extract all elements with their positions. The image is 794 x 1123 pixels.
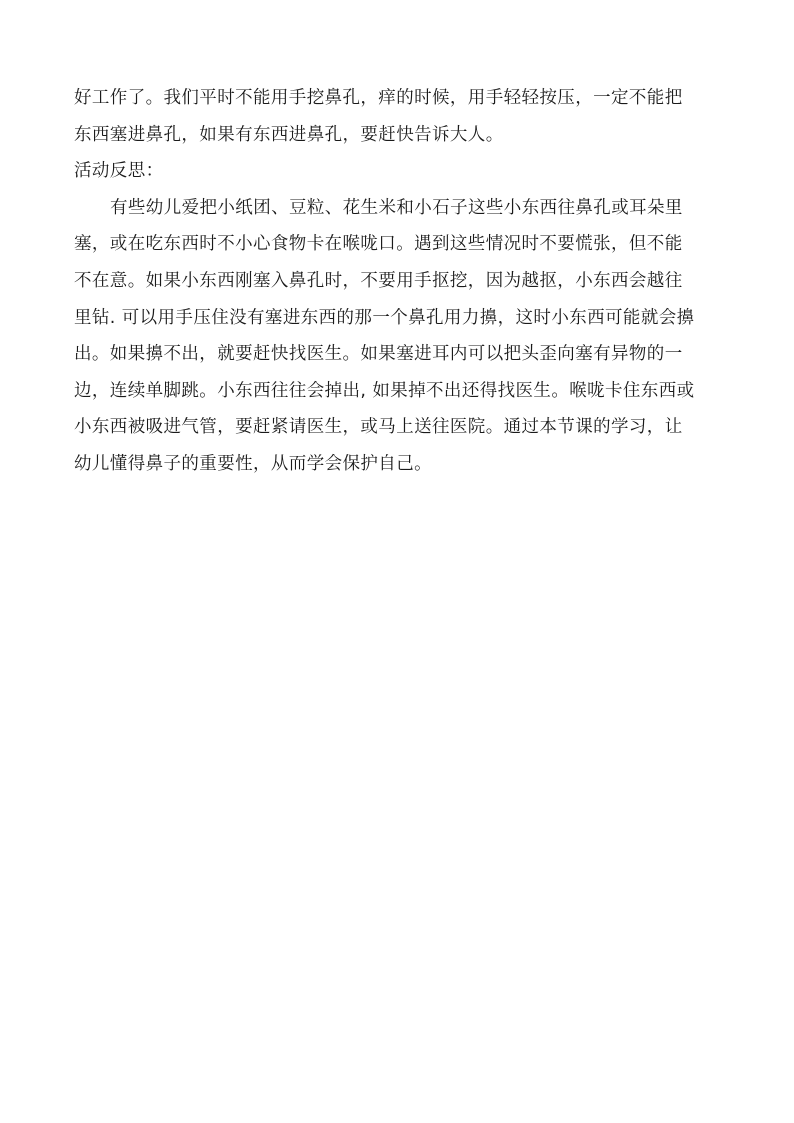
reflection-line: 塞，或在吃东西时不小心食物卡在喉咙口。遇到这些情况时不要慌张，但不能 [74,234,683,255]
reflection-line: 出。如果擤不出，就要赶快找医生。如果塞进耳内可以把头歪向塞有异物的一 [74,344,683,365]
reflection-line: 不在意。如果小东西刚塞入鼻孔时，不要用手抠挖，因为越抠，小东西会越往 [74,270,683,291]
reflection-line: 有些幼儿爱把小纸团、豆粒、花生米和小石子这些小东西往鼻孔或耳朵里 [110,197,683,218]
intro-line: 好工作了。我们平时不能用手挖鼻孔，痒的时候，用手轻轻按压，一定不能把 [74,88,683,108]
intro-line: 东西塞进鼻孔，如果有东西进鼻孔，要赶快告诉大人。 [74,124,504,145]
reflection-line: 小东西被吸进气管，要赶紧请医生，或马上送往医院。通过本节课的学习，让 [74,417,683,438]
document-body [74,80,724,483]
reflection-line: 幼儿懂得鼻子的重要性，从而学会保护自己。 [74,453,432,474]
reflection-line: 里钻. 可以用手压住没有塞进东西的那一个鼻孔用力擤，这时小东西可能就会擤 [74,307,695,328]
section-heading: 活动反思： [74,161,164,182]
reflection-line: 边，连续单脚跳。小东西往往会掉出, 如果掉不出还得找医生。喉咙卡住东西或 [74,380,695,401]
